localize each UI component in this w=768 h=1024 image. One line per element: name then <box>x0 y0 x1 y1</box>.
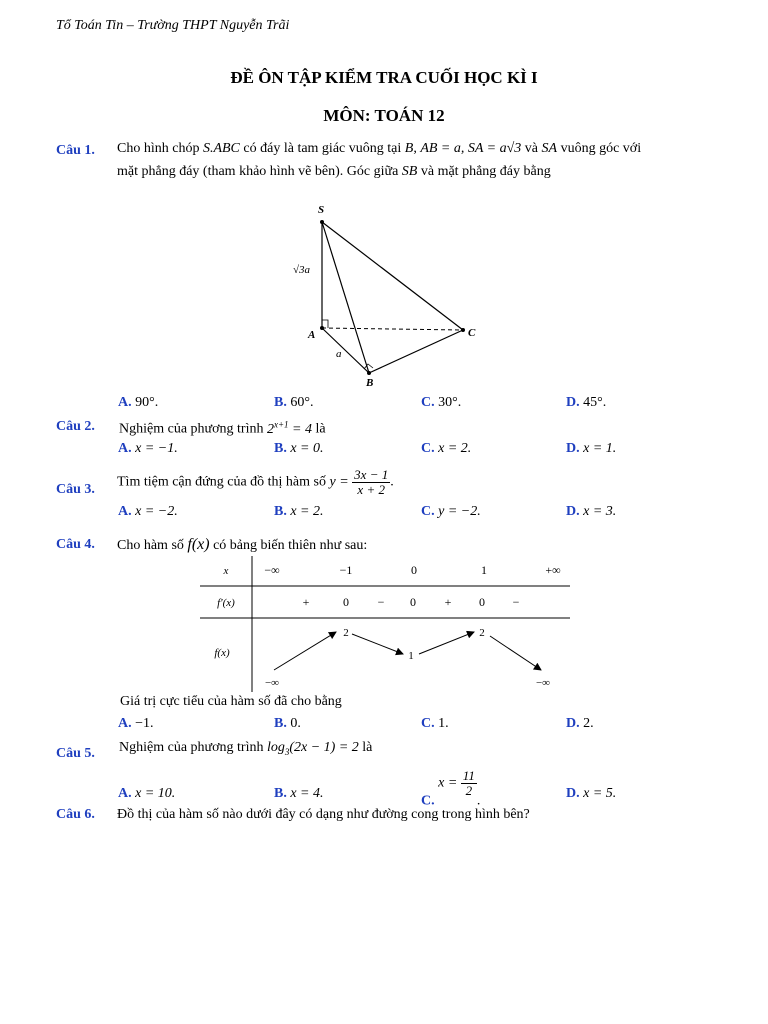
question-1-line-2 <box>117 164 551 180</box>
q2-option-c[interactable] <box>421 441 471 457</box>
q1-option-c[interactable] <box>421 395 461 411</box>
page-header: Tổ Toán Tin – Trường THPT Nguyễn Trãi <box>56 18 290 33</box>
option-letter: B. <box>274 716 287 731</box>
q2-option-b[interactable] <box>274 441 324 457</box>
question-2-label: Câu 2. <box>56 419 95 434</box>
q4-option-c[interactable] <box>421 716 449 732</box>
q5-eq-rest: (2x − 1) = 2 <box>289 740 359 755</box>
q5-option-a[interactable] <box>118 786 175 802</box>
q4-math: f(x) <box>187 536 210 553</box>
q1-text: mặt phẳng đáy (tham khảo hình vẽ bên). Góc giữa <box>117 164 399 179</box>
option-letter: C. <box>421 395 435 410</box>
side-ab-label: a <box>336 348 342 360</box>
q5-equation <box>267 740 359 755</box>
q5-eq-base: 3 <box>284 746 290 757</box>
variation-table <box>200 556 570 692</box>
option-value: −1. <box>135 716 154 731</box>
table-sign: − <box>512 595 520 609</box>
table-x-value: 0 <box>411 563 417 577</box>
table-x-value: −∞ <box>264 563 280 577</box>
vertex-s-label: S <box>318 204 325 216</box>
q3-option-d[interactable] <box>566 504 616 520</box>
q2-option-a[interactable] <box>118 441 178 457</box>
q1-math: AB = a, SA = a√3 <box>420 141 522 156</box>
q3-denominator: x + 2 <box>357 482 385 497</box>
table-x-value: +∞ <box>545 563 561 577</box>
option-letter: C. <box>421 793 435 809</box>
q4-text: có bảng biến thiên như sau: <box>213 538 368 553</box>
option-value: 90°. <box>135 395 159 410</box>
option-value: x = 1. <box>583 441 617 456</box>
question-1-line-1 <box>117 141 641 157</box>
table-f-value: −∞ <box>264 677 280 689</box>
q4-option-b[interactable] <box>274 716 301 732</box>
question-5-stem <box>119 740 372 757</box>
q1-text: có đáy là tam giác vuông tại <box>243 141 402 156</box>
q5-option-d[interactable] <box>566 786 616 802</box>
subject-title: MÔN: TOÁN 12 <box>323 106 445 125</box>
question-3-label: Câu 3. <box>56 482 95 497</box>
option-value: 0. <box>290 716 301 731</box>
option-letter: D. <box>566 716 580 731</box>
q1-text: và mặt phẳng đáy bằng <box>420 164 551 179</box>
pyramid-figure <box>280 200 490 392</box>
q1-text: vuông góc với <box>560 141 642 156</box>
q3-option-b[interactable] <box>274 504 324 520</box>
vertex-b-label: B <box>366 377 374 389</box>
q2-text: Nghiệm của phương trình <box>119 421 264 437</box>
table-x-value: 1 <box>481 563 487 577</box>
q3-text: Tìm tiệm cận đứng của đồ thị hàm số <box>117 474 326 490</box>
q3-option-a[interactable] <box>118 504 178 520</box>
q2-option-d[interactable] <box>566 441 616 457</box>
option-letter: D. <box>566 504 580 519</box>
question-4-stem <box>117 536 367 554</box>
q1-option-a[interactable] <box>118 395 158 411</box>
q1-math: B <box>404 141 414 156</box>
table-x-value: −1 <box>339 563 353 577</box>
option-letter: D. <box>566 441 580 456</box>
question-6-label: Câu 6. <box>56 807 95 822</box>
option-value: 60°. <box>290 395 314 410</box>
table-sign: 0 <box>410 595 416 609</box>
q3-fraction <box>352 468 390 497</box>
table-f-value: 1 <box>408 650 414 662</box>
q4-option-d[interactable] <box>566 716 594 732</box>
vertex-a-label: A <box>308 329 316 341</box>
option-value: x = −2. <box>135 504 178 519</box>
option-value: x = −1. <box>135 441 178 456</box>
option-value: 30°. <box>438 395 462 410</box>
table-f-value: 2 <box>343 627 349 639</box>
q3-option-c[interactable] <box>421 504 481 520</box>
option-value: x = 5. <box>583 786 617 801</box>
q3-numerator: 3x − 1 <box>354 467 389 482</box>
option-letter: A. <box>118 395 132 410</box>
question-5-label: Câu 5. <box>56 746 95 761</box>
q5-text: Nghiệm của phương trình <box>119 740 264 755</box>
q1-text: và <box>524 141 539 156</box>
option-letter: D. <box>566 786 580 801</box>
option-letter: B. <box>274 395 287 410</box>
q5-fraction <box>461 769 477 798</box>
option-value: x = 2. <box>290 504 324 519</box>
option-value: x = <box>438 775 458 791</box>
table-row-f-label: f(x) <box>214 647 230 659</box>
option-value: 1. <box>438 716 449 731</box>
q1-text: , <box>413 141 417 156</box>
q2-eq-base: 2 <box>266 421 274 437</box>
option-value: x = 4. <box>290 786 324 801</box>
question-6-stem: Đồ thị của hàm số nào dưới đây có dạng như đường cong trong hình bên? <box>117 807 530 822</box>
table-f-value: 2 <box>479 627 485 639</box>
option-letter: A. <box>118 441 132 456</box>
question-4-label: Câu 4. <box>56 537 95 552</box>
q1-text: Cho hình chóp <box>117 141 200 156</box>
table-row-fprime-label: f′(x) <box>217 597 235 609</box>
q3-end: . <box>390 474 394 490</box>
option-value: x = 10. <box>135 786 176 801</box>
q3-lhs: y = <box>329 474 349 490</box>
q2-eq-rest: = 4 <box>292 421 312 437</box>
table-sign: 0 <box>343 595 349 609</box>
q5-denominator: 2 <box>465 783 473 798</box>
table-sign: − <box>377 595 385 609</box>
option-letter: A. <box>118 716 132 731</box>
option-letter: A. <box>118 504 132 519</box>
option-value: x = 2. <box>438 441 472 456</box>
q5-option-c[interactable] <box>421 769 480 810</box>
q1-math: S.ABC <box>202 141 240 156</box>
option-letter: C. <box>421 504 435 519</box>
option-value: x = 3. <box>583 504 617 519</box>
q4-text: Cho hàm số <box>117 538 184 553</box>
table-sign: + <box>302 595 310 609</box>
option-value: y = −2. <box>438 504 481 519</box>
option-letter: B. <box>274 441 287 456</box>
q1-option-d[interactable] <box>566 395 606 411</box>
option-letter: C. <box>421 716 435 731</box>
option-end: . <box>476 793 481 809</box>
q4-option-a[interactable] <box>118 716 154 732</box>
option-value: 45°. <box>583 395 607 410</box>
question-1-label: Câu 1. <box>56 143 95 158</box>
option-letter: A. <box>118 786 132 801</box>
exam-title: ĐỀ ÔN TẬP KIỂM TRA CUỐI HỌC KÌ I <box>230 68 538 87</box>
q5-text: là <box>362 740 373 755</box>
side-sa-label: √3a <box>293 264 311 276</box>
q2-text: là <box>315 421 326 437</box>
option-value: 2. <box>583 716 594 731</box>
q5-numerator: 11 <box>462 768 475 783</box>
vertex-c-label: C <box>468 327 476 339</box>
table-sign: 0 <box>479 595 485 609</box>
question-2-stem <box>119 419 326 438</box>
question-3-stem <box>117 468 394 497</box>
option-letter: C. <box>421 441 435 456</box>
option-letter: B. <box>274 786 287 801</box>
option-letter: D. <box>566 395 580 410</box>
q1-option-b[interactable] <box>274 395 313 411</box>
table-row-x-label: x <box>223 565 229 577</box>
q1-math: SB <box>401 164 418 179</box>
q2-eq-exponent: x+1 <box>273 419 289 429</box>
question-4-prompt: Giá trị cực tiểu của hàm số đã cho bằng <box>120 694 342 709</box>
q5-option-b[interactable] <box>274 786 324 802</box>
q1-math: SA <box>541 141 558 156</box>
q2-equation <box>266 419 312 437</box>
option-value: x = 0. <box>290 441 324 456</box>
table-f-value: −∞ <box>535 677 551 689</box>
option-letter: B. <box>274 504 287 519</box>
table-sign: + <box>444 595 452 609</box>
q5-eq-log: log <box>266 740 285 755</box>
